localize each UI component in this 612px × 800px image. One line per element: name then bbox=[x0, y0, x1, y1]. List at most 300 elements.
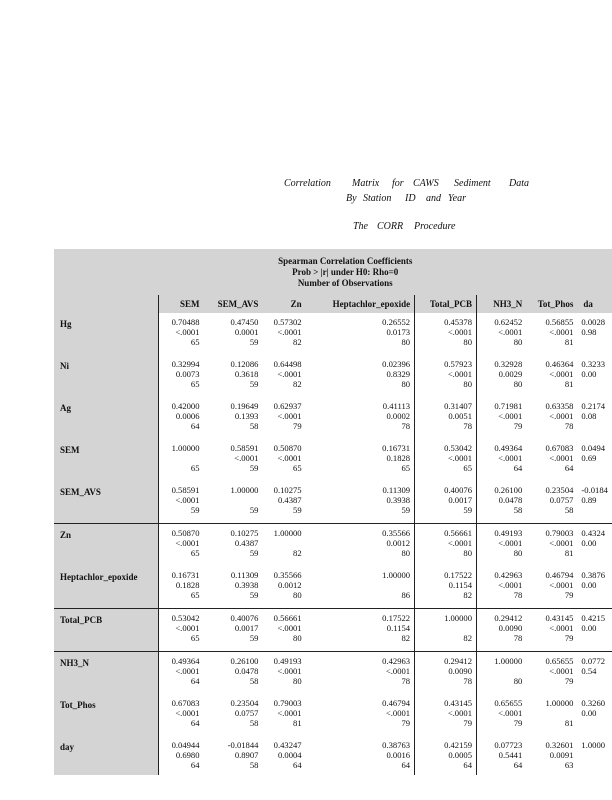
n-obs: 64 bbox=[190, 760, 200, 771]
table-cell bbox=[262, 694, 305, 736]
n-obs: 64 bbox=[401, 760, 411, 771]
coefficient: 0.47450 bbox=[230, 317, 259, 327]
p-value bbox=[306, 580, 410, 590]
row-header: SEM_AVS bbox=[54, 481, 158, 524]
coefficient: 0.71981 bbox=[494, 401, 523, 411]
coefficient: 0.40076 bbox=[230, 613, 259, 623]
p-value: 0.1828 bbox=[175, 580, 200, 591]
n-obs: 79 bbox=[564, 633, 574, 644]
row-header: NH3_N bbox=[54, 652, 158, 695]
header-line-3: Number of Observations bbox=[297, 277, 393, 288]
table-cell bbox=[262, 609, 305, 652]
table-cell bbox=[158, 736, 203, 775]
n-obs: 79 bbox=[564, 676, 574, 687]
title-word: Sediment bbox=[454, 178, 491, 189]
coefficient: 0.16731 bbox=[171, 570, 200, 580]
n-obs: 81 bbox=[564, 548, 574, 559]
column-header: NH3_N bbox=[477, 295, 527, 313]
p-value: 0.5441 bbox=[498, 750, 523, 761]
table-cell bbox=[204, 397, 263, 439]
n-obs: 80 bbox=[401, 337, 411, 348]
n-obs: 78 bbox=[463, 676, 472, 687]
title-word: Correlation bbox=[284, 178, 331, 189]
n-obs: 59 bbox=[293, 505, 302, 516]
table-cell bbox=[158, 566, 203, 609]
header-line-2: Prob > |r| under H0: Rho=0 bbox=[292, 266, 399, 277]
table-cell bbox=[204, 313, 263, 355]
row-header: Zn bbox=[54, 524, 158, 567]
coefficient: 0.40076 bbox=[444, 485, 472, 495]
n-obs: 65 bbox=[190, 337, 200, 348]
table-cell bbox=[306, 355, 415, 397]
n-obs: 80 bbox=[513, 337, 523, 348]
n-obs: 65 bbox=[190, 548, 200, 559]
p-value: <.0001 bbox=[277, 666, 302, 677]
p-value: <.0001 bbox=[447, 538, 472, 549]
coefficient: 1.00000 bbox=[545, 698, 574, 708]
p-value: 0.8907 bbox=[234, 750, 259, 761]
row-header: Hg bbox=[54, 313, 158, 355]
p-value: 0.0016 bbox=[386, 750, 411, 761]
coefficient: 1.00000 bbox=[171, 443, 200, 453]
n-obs: 79 bbox=[293, 421, 302, 432]
coefficient: 0.46794 bbox=[545, 570, 574, 580]
table-cell bbox=[526, 439, 577, 481]
coefficient: 1.0000 bbox=[581, 740, 606, 750]
coefficient: 0.12086 bbox=[230, 359, 259, 369]
column-header: Zn bbox=[262, 295, 305, 313]
table-cell bbox=[262, 652, 305, 695]
table-cell bbox=[204, 566, 263, 609]
table-cell bbox=[526, 397, 577, 439]
p-value: 0.54 bbox=[581, 666, 597, 677]
coefficient: 0.46794 bbox=[382, 698, 411, 708]
p-value: 0.00 bbox=[581, 580, 597, 591]
table-cell bbox=[477, 397, 527, 439]
coefficient: 1.00000 bbox=[444, 613, 472, 623]
coefficient: 0.58591 bbox=[230, 443, 259, 453]
table-cell bbox=[526, 566, 577, 609]
coefficient: 0.17522 bbox=[382, 613, 411, 623]
n-obs: 58 bbox=[513, 505, 523, 516]
coefficient: 0.04944 bbox=[171, 740, 200, 750]
coefficient: 0.2174 bbox=[581, 401, 606, 411]
coefficient: 0.4215 bbox=[581, 613, 606, 623]
n-obs: 82 bbox=[463, 633, 472, 644]
coefficient: 0.17522 bbox=[444, 570, 472, 580]
coefficient: 0.42000 bbox=[171, 401, 200, 411]
coefficient: 0.56661 bbox=[444, 528, 472, 538]
table-cell bbox=[526, 652, 577, 695]
p-value: 0.0091 bbox=[549, 750, 574, 761]
n-obs: 58 bbox=[564, 505, 574, 516]
coefficient: 0.31407 bbox=[444, 401, 472, 411]
n-obs: 65 bbox=[190, 590, 200, 601]
n-obs: 59 bbox=[249, 337, 259, 348]
n-obs: 80 bbox=[513, 379, 523, 390]
table-cell bbox=[477, 609, 527, 652]
table-cell bbox=[477, 652, 527, 695]
table-cell bbox=[262, 524, 305, 567]
coefficient: 0.53042 bbox=[444, 443, 472, 453]
p-value: 0.98 bbox=[581, 327, 597, 338]
coefficient: 0.79003 bbox=[273, 698, 302, 708]
correlation-table bbox=[54, 249, 612, 775]
table-cell bbox=[306, 439, 415, 481]
column-header: Tot_Phos bbox=[526, 295, 577, 313]
p-value: 0.0005 bbox=[448, 750, 472, 761]
p-value: <.0001 bbox=[549, 411, 574, 422]
coefficient: 0.63358 bbox=[545, 401, 574, 411]
p-value: 0.0757 bbox=[549, 495, 574, 506]
p-value: 0.8329 bbox=[386, 369, 411, 380]
coefficient: 0.35566 bbox=[382, 528, 411, 538]
n-obs: 79 bbox=[513, 421, 523, 432]
p-value: 0.0173 bbox=[386, 327, 411, 338]
coefficient: 0.4324 bbox=[581, 528, 606, 538]
table-cell bbox=[158, 397, 203, 439]
table-cell bbox=[306, 397, 415, 439]
p-value: 0.69 bbox=[581, 453, 597, 464]
coefficient: 0.29412 bbox=[494, 613, 523, 623]
table-cell bbox=[415, 652, 477, 695]
table-cell bbox=[262, 439, 305, 481]
table-row bbox=[54, 397, 612, 439]
column-header: da bbox=[577, 295, 612, 313]
n-obs: 63 bbox=[564, 760, 574, 771]
table-cell bbox=[306, 652, 415, 695]
table-cell bbox=[477, 524, 527, 567]
p-value: 0.1828 bbox=[386, 453, 411, 464]
table-cell bbox=[158, 355, 203, 397]
n-obs: 81 bbox=[564, 718, 574, 729]
table-cell bbox=[204, 736, 263, 775]
coefficient: 0.43247 bbox=[273, 740, 302, 750]
n-obs: 65 bbox=[190, 463, 200, 474]
table-cell bbox=[577, 481, 612, 524]
n-obs bbox=[581, 505, 608, 515]
table-cell bbox=[415, 524, 477, 567]
coefficient: 0.0028 bbox=[581, 317, 606, 327]
table-cell bbox=[204, 609, 263, 652]
p-value: 0.4387 bbox=[277, 495, 302, 506]
table-cell bbox=[477, 439, 527, 481]
n-obs: 59 bbox=[249, 633, 259, 644]
table-cell bbox=[415, 355, 477, 397]
table-cell bbox=[204, 355, 263, 397]
n-obs: 65 bbox=[401, 463, 411, 474]
n-obs: 82 bbox=[401, 633, 411, 644]
table-cell bbox=[415, 609, 477, 652]
n-obs: 82 bbox=[293, 379, 302, 390]
coefficient: 0.42963 bbox=[494, 570, 523, 580]
coefficient: 0.10275 bbox=[273, 485, 302, 495]
p-value: 0.0757 bbox=[234, 708, 259, 719]
row-header: SEM bbox=[54, 439, 158, 481]
p-value: 0.0006 bbox=[175, 411, 200, 422]
p-value: 0.6980 bbox=[175, 750, 200, 761]
coefficient: 1.00000 bbox=[273, 528, 302, 538]
coefficient: 0.46364 bbox=[545, 359, 574, 369]
table-cell bbox=[577, 313, 612, 355]
n-obs: 64 bbox=[513, 463, 523, 474]
column-header-row bbox=[54, 295, 612, 313]
n-obs: 80 bbox=[293, 633, 302, 644]
n-obs: 64 bbox=[564, 463, 574, 474]
table-cell bbox=[158, 313, 203, 355]
p-value: <.0001 bbox=[277, 411, 302, 422]
coefficient: 0.67083 bbox=[171, 698, 200, 708]
p-value: <.0001 bbox=[447, 327, 472, 338]
table-cell bbox=[477, 694, 527, 736]
coefficient: 0.43145 bbox=[444, 698, 472, 708]
p-value: <.0001 bbox=[447, 369, 472, 380]
n-obs: 78 bbox=[463, 421, 472, 432]
table-body bbox=[54, 313, 612, 775]
n-obs bbox=[581, 421, 608, 431]
coefficient: 0.67083 bbox=[545, 443, 574, 453]
n-obs: 80 bbox=[463, 379, 472, 390]
table-cell bbox=[415, 694, 477, 736]
p-value: <.0001 bbox=[549, 538, 574, 549]
table-cell bbox=[262, 313, 305, 355]
n-obs: 81 bbox=[564, 379, 574, 390]
table-cell bbox=[577, 652, 612, 695]
table-cell bbox=[577, 694, 612, 736]
coefficient: 0.42159 bbox=[444, 740, 472, 750]
coefficient: 0.49193 bbox=[494, 528, 523, 538]
coefficient: 0.57923 bbox=[444, 359, 472, 369]
table-row bbox=[54, 524, 612, 567]
p-value: <.0001 bbox=[277, 623, 302, 634]
p-value: 0.08 bbox=[581, 411, 597, 422]
coefficient: 0.32994 bbox=[171, 359, 200, 369]
coefficient: 0.3233 bbox=[581, 359, 606, 369]
n-obs bbox=[581, 676, 608, 686]
table-cell bbox=[158, 694, 203, 736]
table-cell bbox=[477, 481, 527, 524]
coefficient: 0.42963 bbox=[382, 656, 411, 666]
coefficient: 0.43145 bbox=[545, 613, 574, 623]
table-cell bbox=[526, 355, 577, 397]
table-cell bbox=[477, 566, 527, 609]
title-word: for bbox=[392, 178, 404, 189]
table-cell bbox=[526, 736, 577, 775]
table-row bbox=[54, 481, 612, 524]
n-obs: 81 bbox=[564, 337, 574, 348]
n-obs: 59 bbox=[249, 590, 259, 601]
n-obs: 64 bbox=[513, 760, 523, 771]
table-cell bbox=[204, 439, 263, 481]
table-cell bbox=[158, 652, 203, 695]
coefficient: 0.35566 bbox=[273, 570, 302, 580]
p-value: <.0001 bbox=[277, 327, 302, 338]
n-obs: 59 bbox=[463, 505, 472, 516]
table-cell bbox=[477, 313, 527, 355]
n-obs: 79 bbox=[401, 718, 411, 729]
p-value: <.0001 bbox=[385, 708, 411, 719]
n-obs bbox=[581, 590, 608, 600]
table-cell bbox=[526, 481, 577, 524]
coefficient: 0.07723 bbox=[494, 740, 523, 750]
p-value: 0.0051 bbox=[448, 411, 472, 422]
title-word: and bbox=[426, 193, 441, 204]
p-value: 0.0002 bbox=[386, 411, 411, 422]
n-obs: 64 bbox=[190, 421, 200, 432]
n-obs: 59 bbox=[249, 463, 259, 474]
p-value: 0.00 bbox=[581, 623, 597, 634]
table-cell bbox=[477, 355, 527, 397]
n-obs: 65 bbox=[293, 463, 302, 474]
table-cell bbox=[415, 481, 477, 524]
n-obs: 64 bbox=[463, 760, 472, 771]
coefficient: 0.41113 bbox=[382, 401, 411, 411]
table-cell bbox=[526, 524, 577, 567]
coefficient: 0.23504 bbox=[545, 485, 574, 495]
n-obs: 79 bbox=[564, 590, 574, 601]
p-value: <.0001 bbox=[277, 708, 302, 719]
title-word: The bbox=[353, 221, 368, 232]
title-word: CORR bbox=[377, 221, 404, 232]
p-value: <.0001 bbox=[498, 538, 523, 549]
table-cell bbox=[262, 566, 305, 609]
table-row bbox=[54, 652, 612, 695]
correlation-table-wrapper bbox=[54, 249, 612, 775]
coefficient: 1.00000 bbox=[230, 485, 259, 495]
coefficient: 0.32601 bbox=[545, 740, 574, 750]
table-row bbox=[54, 439, 612, 481]
n-obs: 78 bbox=[401, 421, 411, 432]
p-value: <.0001 bbox=[549, 369, 574, 380]
table-cell bbox=[306, 736, 415, 775]
table-cell bbox=[577, 439, 612, 481]
table-cell bbox=[306, 566, 415, 609]
p-value: <.0001 bbox=[175, 623, 200, 634]
n-obs: 80 bbox=[401, 379, 411, 390]
table-header bbox=[158, 249, 612, 295]
coefficient: 0.11309 bbox=[230, 570, 259, 580]
n-obs: 58 bbox=[249, 718, 259, 729]
table-cell bbox=[577, 566, 612, 609]
n-obs bbox=[581, 337, 608, 347]
table-cell bbox=[577, 736, 612, 775]
n-obs: 82 bbox=[293, 337, 302, 348]
p-value: 0.3618 bbox=[234, 369, 259, 380]
coefficient: 0.16731 bbox=[382, 443, 411, 453]
p-value: 0.00 bbox=[581, 369, 597, 380]
p-value: 0.0090 bbox=[498, 623, 523, 634]
p-value bbox=[477, 666, 522, 676]
coefficient: 0.70488 bbox=[171, 317, 200, 327]
p-value bbox=[415, 623, 472, 633]
p-value bbox=[159, 453, 200, 463]
table-cell bbox=[158, 481, 203, 524]
coefficient: 0.02396 bbox=[382, 359, 411, 369]
p-value: <.0001 bbox=[498, 580, 523, 591]
row-header: Tot_Phos bbox=[54, 694, 158, 736]
n-obs bbox=[581, 463, 608, 473]
table-cell bbox=[262, 397, 305, 439]
coefficient: 0.26100 bbox=[230, 656, 259, 666]
p-value: 0.89 bbox=[581, 495, 597, 506]
n-obs: 82 bbox=[463, 590, 472, 601]
table-cell bbox=[204, 481, 263, 524]
p-value bbox=[581, 750, 608, 760]
coefficient: 0.11309 bbox=[382, 485, 411, 495]
coefficient: 0.50870 bbox=[273, 443, 302, 453]
n-obs: 79 bbox=[463, 718, 472, 729]
coefficient: 0.56855 bbox=[545, 317, 574, 327]
p-value: <.0001 bbox=[175, 495, 200, 506]
coefficient: 0.50870 bbox=[171, 528, 200, 538]
p-value: <.0001 bbox=[549, 580, 574, 591]
n-obs bbox=[581, 633, 608, 643]
title-word: Year bbox=[448, 193, 466, 204]
n-obs: 81 bbox=[293, 718, 302, 729]
p-value: <.0001 bbox=[549, 453, 574, 464]
n-obs: 59 bbox=[249, 505, 259, 516]
table-cell bbox=[526, 313, 577, 355]
title-word: ID bbox=[405, 193, 416, 204]
coefficient: 0.58591 bbox=[171, 485, 200, 495]
table-row bbox=[54, 313, 612, 355]
coefficient: 0.45378 bbox=[444, 317, 472, 327]
table-cell bbox=[526, 694, 577, 736]
table-cell bbox=[306, 313, 415, 355]
n-obs: 80 bbox=[293, 590, 302, 601]
table-cell bbox=[577, 397, 612, 439]
p-value: <.0001 bbox=[277, 369, 302, 380]
coefficient: 1.00000 bbox=[382, 570, 411, 580]
table-cell bbox=[306, 524, 415, 567]
coefficient: 0.64498 bbox=[273, 359, 302, 369]
p-value: 0.0478 bbox=[234, 666, 259, 677]
coefficient: 1.00000 bbox=[494, 656, 523, 666]
p-value: 0.0012 bbox=[386, 538, 411, 549]
p-value: 0.0012 bbox=[277, 580, 302, 591]
row-header: Total_PCB bbox=[54, 609, 158, 652]
p-value: <.0001 bbox=[498, 453, 523, 464]
coefficient: 0.57302 bbox=[273, 317, 302, 327]
n-obs: 59 bbox=[190, 505, 200, 516]
p-value: <.0001 bbox=[175, 327, 200, 338]
table-cell bbox=[158, 439, 203, 481]
coefficient: 0.19649 bbox=[230, 401, 259, 411]
p-value bbox=[526, 708, 573, 718]
p-value: <.0001 bbox=[234, 453, 259, 464]
p-value: 0.0029 bbox=[498, 369, 523, 380]
n-obs: 64 bbox=[190, 718, 200, 729]
table-cell bbox=[204, 652, 263, 695]
coefficient: 0.3876 bbox=[581, 570, 606, 580]
table-cell bbox=[262, 355, 305, 397]
n-obs: 78 bbox=[401, 676, 411, 687]
p-value: 0.3938 bbox=[386, 495, 411, 506]
p-value: 0.00 bbox=[581, 538, 597, 549]
coefficient: -0.0184 bbox=[581, 485, 608, 495]
coefficient: 0.29412 bbox=[444, 656, 472, 666]
p-value: <.0001 bbox=[498, 327, 523, 338]
table-row bbox=[54, 566, 612, 609]
coefficient: 0.49364 bbox=[494, 443, 523, 453]
column-header: SEM bbox=[158, 295, 203, 313]
title-word: Station bbox=[363, 193, 392, 204]
n-obs: 65 bbox=[463, 463, 472, 474]
n-obs bbox=[581, 548, 608, 558]
column-header: SEM_AVS bbox=[204, 295, 263, 313]
coefficient: 0.56661 bbox=[273, 613, 302, 623]
coefficient: 0.3260 bbox=[581, 698, 606, 708]
